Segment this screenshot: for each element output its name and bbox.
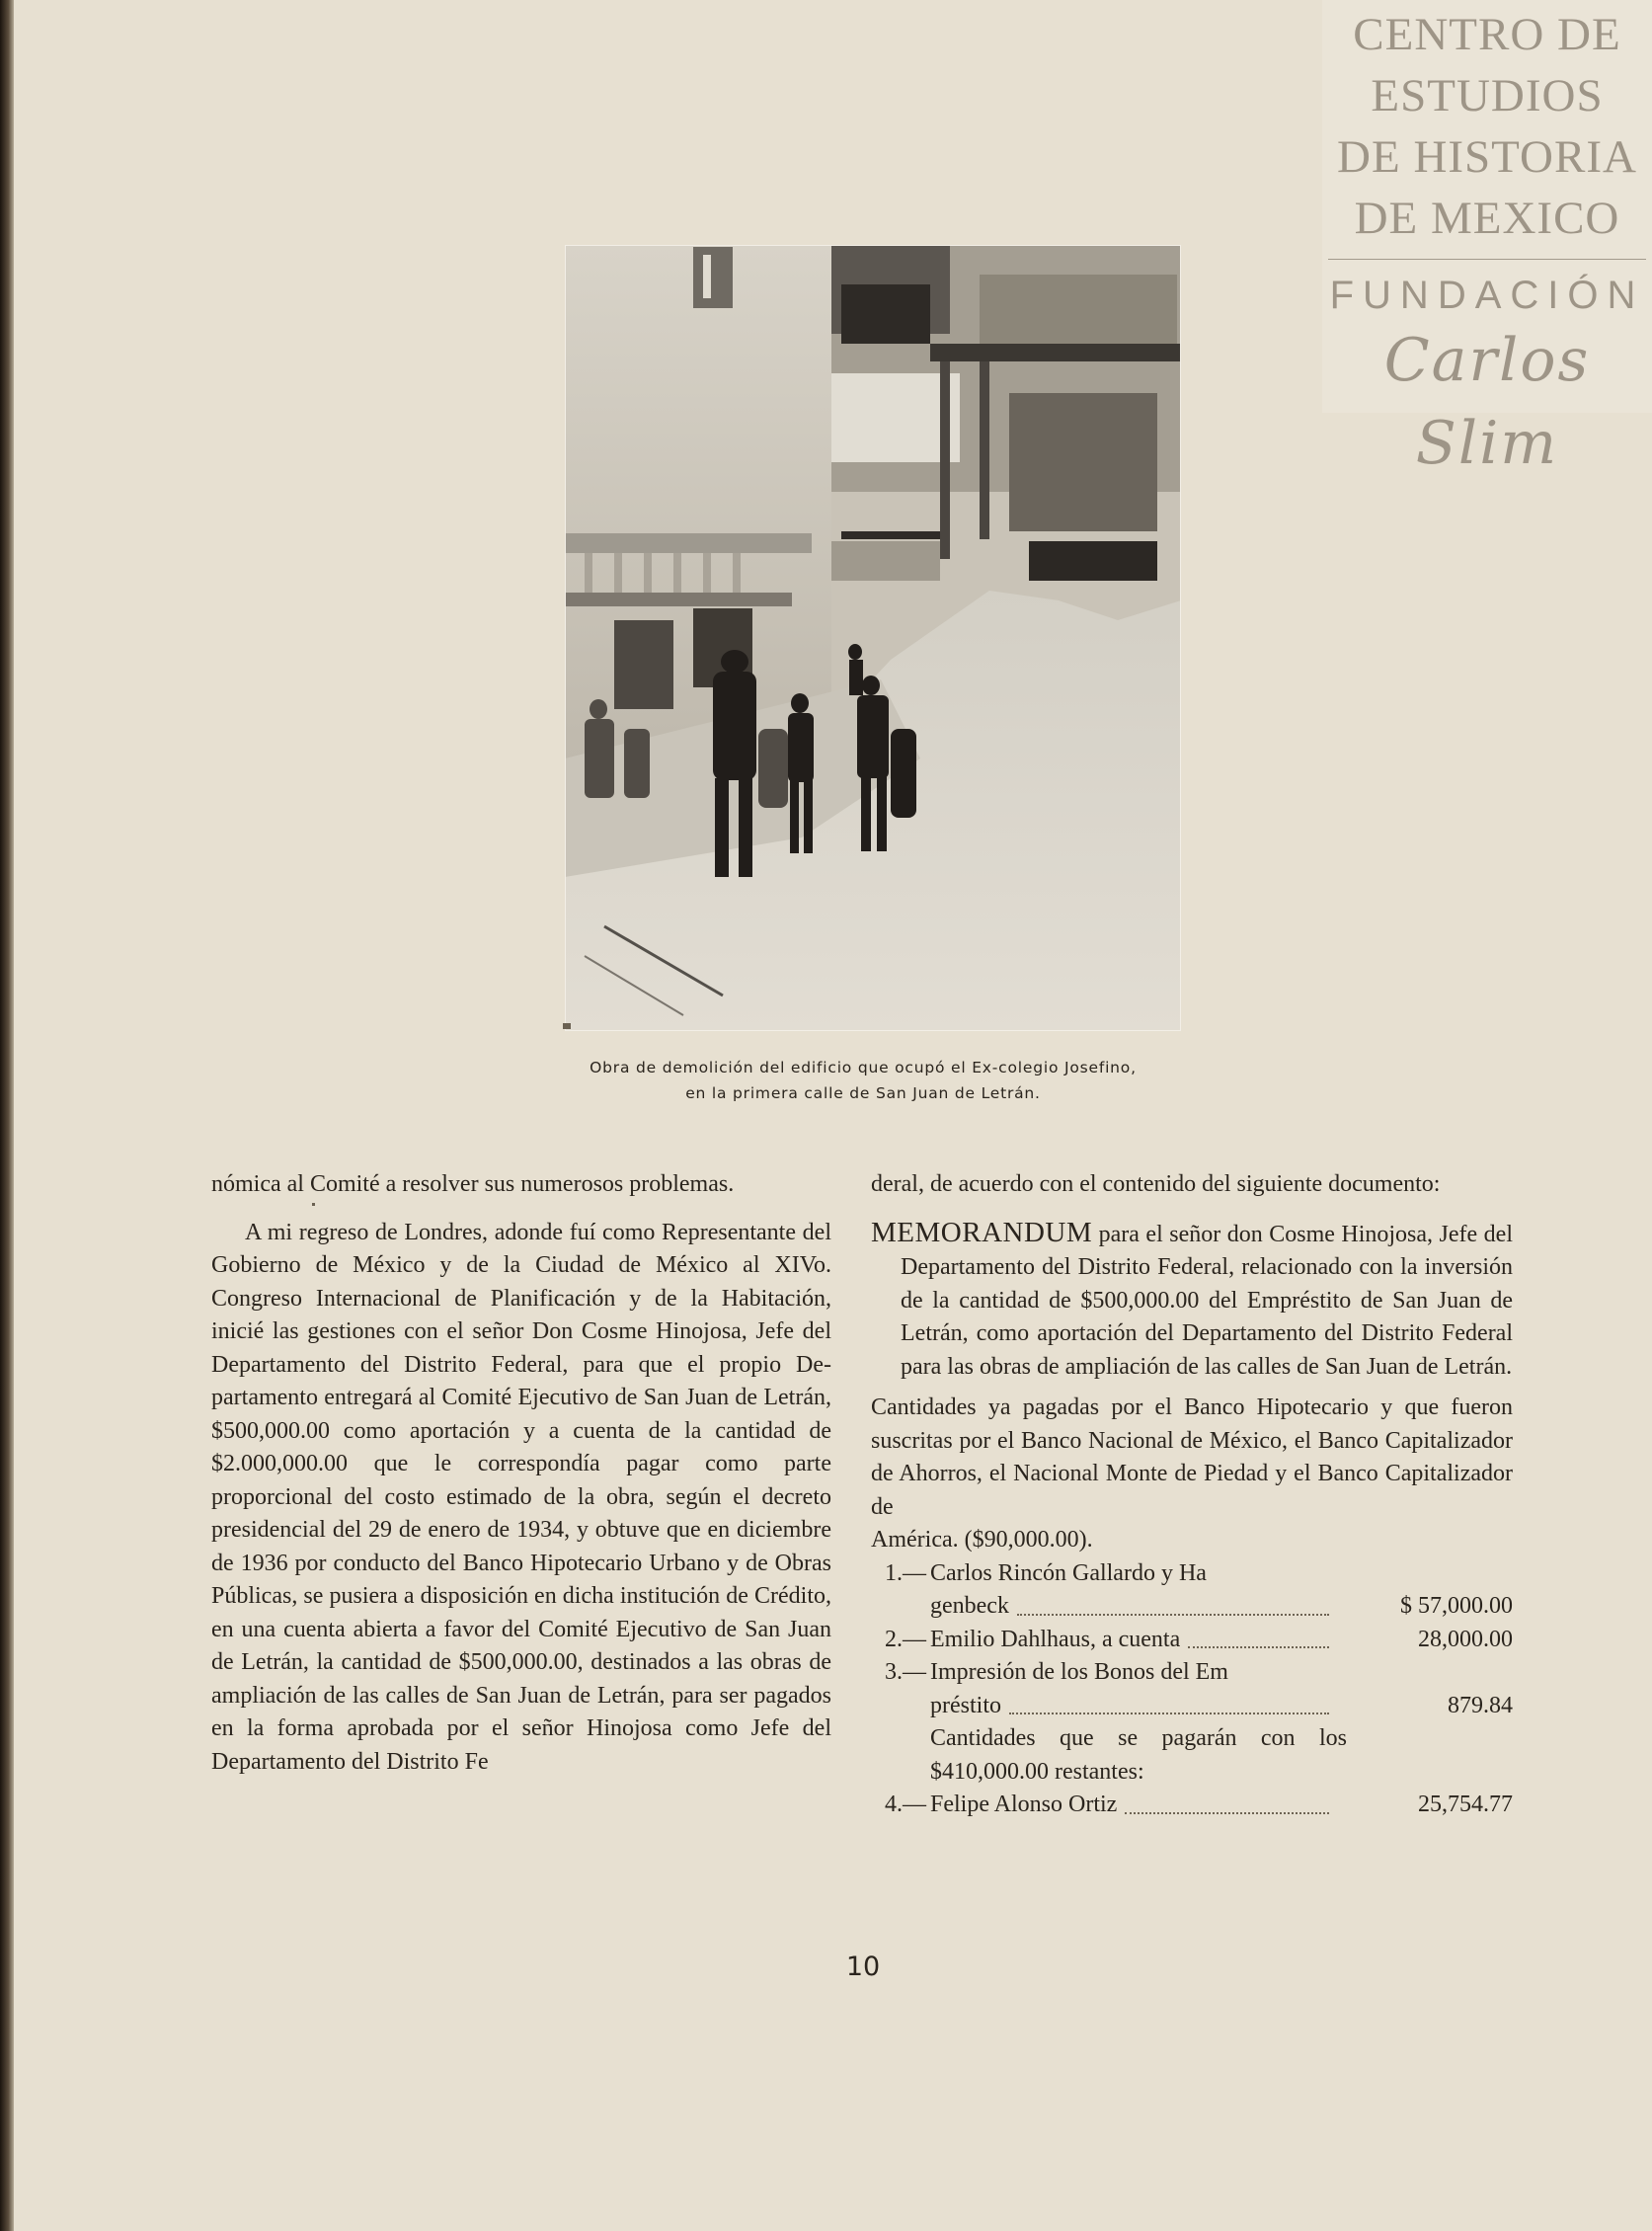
demolition-photo-image	[565, 245, 1181, 1031]
ledger-label: Emilio Dahlhaus, a cuenta	[930, 1626, 1181, 1652]
memorandum-body: para el señor don Cosme Hinojosa, Jefe del Departamento del Distrito Federal, relacionado con la inversión de la cantidad de $500,000.00 del Empréstito de San Juan de Letrán, como aportación del Departamento del Distrito Federal para las obras de ampliación de las calles de San Juan de Letrán.	[901, 1221, 1513, 1380]
dot-leader	[1017, 1614, 1329, 1616]
watermark-line: DE MEXICO	[1354, 193, 1620, 244]
ledger-amount: 28,000.00	[1418, 1626, 1513, 1652]
paragraph: A mi regreso de Londres, adonde fuí como Representante del Gobierno de México y de la Ciudad de México al XIVo. Congreso Internacional de Planificación y de la Habitación, inicié las gestiones con el señor Don Cosme Hinojosa, Jefe del Departamento del Distrito Federal, para que el propio Departamento entregará al Comité Ejecutivo de San Juan de Letrán, $500,000.00 como aportación y a cuenta de la cantidad de $2.000,000.00 que le correspondía pagar como parte proporcional del costo estimado de la obra, según el decreto presidencial del 29 de enero de 1934, y obtuve que en diciembre de 1936 por conducto del Banco Hipotecario Urbano y de Obras Públicas, se pusiera a disposición en dicha institución de Crédito, en una cuenta abierta a favor del Comité Ejecutivo de San Juan de Letrán, la cantidad de $500,000.00, destinados a las obras de ampliación de las calles de San Juan de Letrán, para ser pagados en la forma aprobada por el señor Hinojosa como Jefe del Departamento del Distrito Fe	[211, 1219, 831, 1775]
ledger-row	[871, 1624, 1513, 1657]
ledger-amount: 25,754.77	[1418, 1792, 1513, 1817]
watermark-line: CENTRO DE	[1353, 9, 1621, 60]
left-column	[211, 1168, 831, 1779]
ledger-label: Impresión de los Bonos del Em	[930, 1659, 1228, 1685]
page-number: 10	[845, 1952, 881, 1982]
ledger-number: 4.—	[885, 1792, 926, 1817]
caption-line: Obra de demolición del edificio que ocupó el Ex-colegio Josefino,	[590, 1059, 1137, 1076]
print-speck	[563, 1023, 571, 1029]
payments-intro: Cantidades ya pagadas por el Banco Hipotecario y que fueron suscritas por el Banco Nacional de México, el Banco Capitalizador de Ahorros, el Nacional Monte de Piedad y el Banco Capitalizador de	[871, 1394, 1513, 1520]
ledger-row	[871, 1557, 1513, 1591]
dot-leader	[1188, 1646, 1329, 1648]
demolition-photo	[565, 245, 1181, 1031]
ledger-amount: $ 57,000.00	[1400, 1593, 1513, 1619]
watermark-line: ESTUDIOS	[1371, 70, 1604, 121]
watermark-divider	[1328, 259, 1646, 260]
ledger-row	[871, 1690, 1513, 1723]
ledger-label: Carlos Rincón Gallardo y Ha	[930, 1559, 1207, 1586]
paragraph: nómica al Comité a resolver sus numerosos problemas.	[211, 1171, 735, 1197]
memorandum-heading: MEMORANDUM	[871, 1216, 1093, 1248]
print-speck	[312, 1203, 315, 1206]
paragraph: deral, de acuerdo con el contenido del siguiente documento:	[871, 1171, 1441, 1197]
page-edge	[0, 0, 14, 2231]
right-column	[871, 1168, 1513, 1822]
ledger-row	[871, 1789, 1513, 1822]
watermark-foundation: FUNDACIÓN	[1329, 274, 1645, 317]
dot-leader	[1009, 1713, 1329, 1714]
photo-caption	[448, 1055, 1278, 1106]
dot-leader	[1125, 1812, 1329, 1814]
ledger-label: Felipe Alonso Ortiz	[930, 1792, 1118, 1817]
payments-intro-end: América. ($90,000.00).	[871, 1527, 1093, 1553]
payments-ledger	[871, 1557, 1513, 1822]
ledger-label: préstito	[930, 1692, 1001, 1718]
caption-line: en la primera calle de San Juan de Letrán.	[685, 1084, 1041, 1102]
ledger-amount: 879.84	[1448, 1692, 1513, 1718]
watermark	[1322, 0, 1652, 478]
ledger-number: 1.—	[885, 1559, 926, 1586]
document-page	[14, 0, 1652, 2231]
ledger-number: 3.—	[885, 1659, 926, 1685]
memorandum	[871, 1217, 1513, 1385]
watermark-line: DE HISTORIA	[1337, 131, 1637, 183]
ledger-label: genbeck	[930, 1593, 1009, 1619]
ledger-number: 2.—	[885, 1626, 926, 1652]
ledger-row	[871, 1590, 1513, 1624]
watermark-signature: Carlos Slim	[1383, 326, 1591, 478]
ledger-row	[871, 1656, 1513, 1690]
ledger-note: Cantidades que se pagarán con los $410,000.00 restantes:	[930, 1725, 1347, 1785]
